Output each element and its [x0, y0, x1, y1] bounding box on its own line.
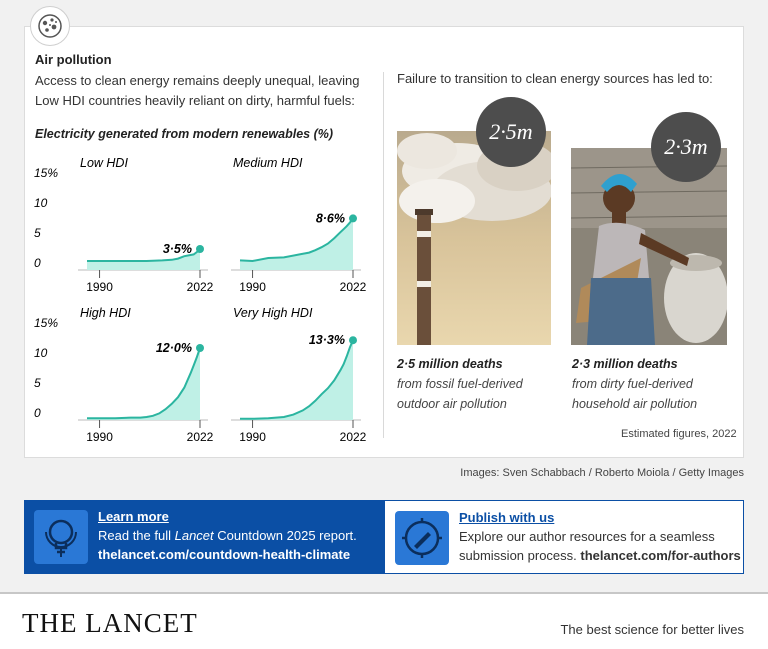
x-tick-label: 2022 — [339, 280, 367, 294]
section-title: Air pollution — [35, 52, 112, 67]
y-tick-label: 10 — [34, 196, 48, 210]
brand-logo: THE LANCET — [22, 608, 198, 638]
publish-line1: Explore our author resources for a seamless — [459, 529, 715, 544]
end-point — [196, 344, 204, 352]
tagline: The best science for better lives — [560, 622, 744, 637]
countdown-link[interactable]: thelancet.com/countdown-health-climate — [98, 547, 351, 562]
series-area — [240, 218, 353, 270]
x-tick-label: 2022 — [186, 280, 214, 294]
publish-banner[interactable] — [384, 500, 744, 574]
y-tick-label: 10 — [34, 346, 48, 360]
learn-line1-post: Countdown 2025 report. — [213, 528, 357, 543]
panel-title: Low HDI — [80, 156, 128, 170]
right-intro-text: Failure to transition to clean energy sources has led to: — [397, 71, 713, 86]
end-point — [196, 245, 204, 253]
badge-2-3m: 2·3m — [651, 112, 721, 182]
y-tick-label: 15% — [34, 166, 59, 180]
chart-title: Electricity generated from modern renewables (%) — [35, 127, 334, 141]
footer — [0, 592, 768, 649]
badge-2-5m: 2·5m — [476, 97, 546, 167]
publish-link[interactable]: Publish with us — [459, 510, 555, 525]
x-tick-label: 2022 — [339, 430, 367, 444]
learn-more-link[interactable]: Learn more — [98, 509, 169, 524]
learn-line1-pre: Read the full — [98, 528, 175, 543]
series-area — [240, 340, 353, 420]
deaths-household-line1: from dirty fuel-derived — [572, 377, 693, 391]
household-photo — [571, 148, 727, 345]
deaths-household-line2: household air pollution — [572, 397, 698, 411]
deaths-outdoor-line1: from fossil fuel-derived — [397, 377, 523, 391]
x-tick-label: 1990 — [86, 280, 113, 294]
compass-pen-icon — [395, 511, 449, 565]
chimney-photo — [397, 131, 551, 345]
learn-line1-em: Lancet — [174, 528, 214, 543]
end-value-label: 12·0% — [155, 341, 192, 355]
y-tick-label: 5 — [34, 226, 41, 240]
intro-text: Access to clean energy remains deeply unequal, leaving Low HDI countries heavily reliant on dirty, harmful fuels: — [35, 73, 360, 108]
panel-title: Medium HDI — [233, 156, 303, 170]
y-tick-label: 0 — [34, 256, 41, 270]
x-tick-label: 1990 — [239, 280, 266, 294]
deaths-outdoor-line2: outdoor air pollution — [397, 397, 507, 411]
deaths-household: 2·3 million deaths — [572, 357, 678, 371]
deaths-outdoor: 2·5 million deaths — [397, 357, 503, 371]
y-tick-label: 15% — [34, 316, 59, 330]
authors-link[interactable]: thelancet.com/for-authors — [580, 548, 741, 563]
end-value-label: 8·6% — [315, 211, 345, 226]
x-tick-label: 1990 — [86, 430, 113, 444]
x-tick-label: 1990 — [239, 430, 266, 444]
x-tick-label: 2022 — [186, 430, 214, 444]
y-tick-label: 5 — [34, 376, 41, 390]
series-area — [87, 348, 200, 420]
estimated-note: Estimated figures, 2022 — [621, 428, 737, 440]
panel-title: High HDI — [80, 306, 131, 320]
end-value-label: 13·3% — [308, 333, 345, 348]
learn-more-banner[interactable] — [24, 500, 384, 574]
end-point — [349, 214, 357, 222]
image-credit: Images: Sven Schabbach / Roberto Moiola / Getty Images — [460, 467, 744, 479]
y-tick-label: 0 — [34, 406, 41, 420]
end-value-label: 3·5% — [162, 242, 192, 256]
panel-title: Very High HDI — [233, 306, 313, 320]
publish-line2-pre: submission process. — [459, 548, 581, 563]
lightbulb-globe-icon — [34, 510, 88, 564]
end-point — [349, 336, 357, 344]
